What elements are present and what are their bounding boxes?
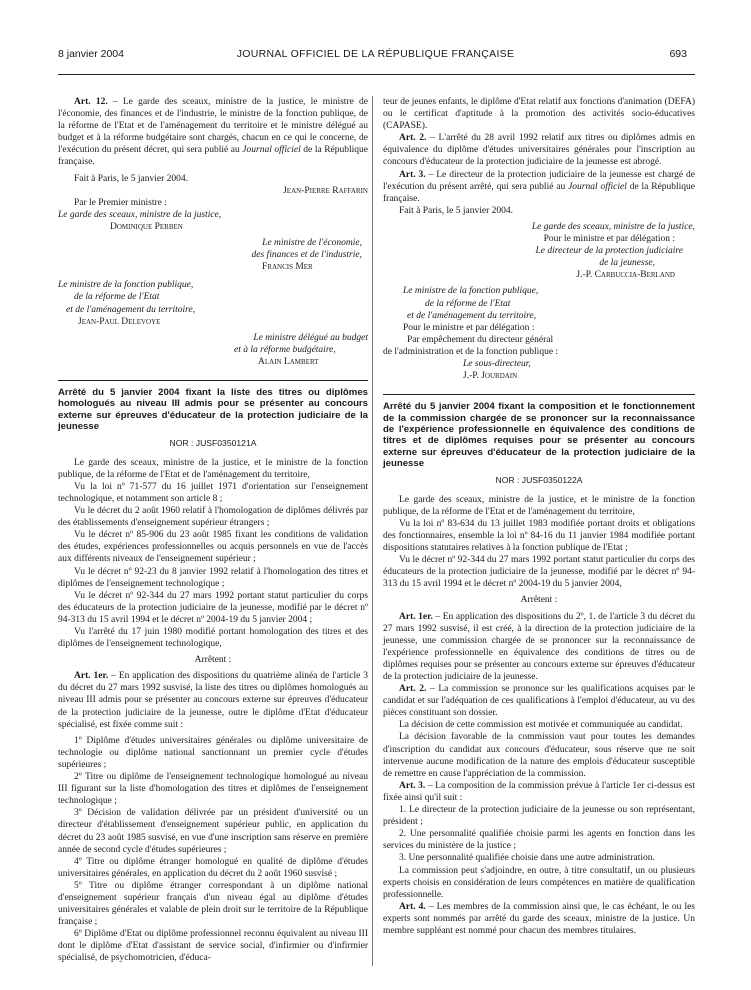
paragraph: La décision favorable de la commission vaut pour toutes les demandes d'inscription du candidat aux concours d'éducateur, sous réserve que ne soit intervenue aucune modification de la nature des emplois d'éducateur susceptible de remettre en cause l'appréciation de la commission. xyxy=(383,732,695,779)
arrete-title: Arrêté du 5 janvier 2004 fixant la liste des titres ou diplômes homologués au niveau III admis pour se présenter au concours externe sur épreuves d'éducateur de la protection judiciaire de la jeunesse xyxy=(58,386,368,433)
article-3: Art. 3. – La composition de la commission prévue à l'article 1er ci-dessus est fixée ainsi qu'il suit : xyxy=(383,780,695,803)
paragraph: Vu l'arrêté du 17 juin 1980 modifié portant homologation des titres et des diplômes de l'enseignement technologique, xyxy=(58,627,368,650)
list-item: 2. Une personnalité qualifiée choisie parmi les agents en fonction dans les services du ministère de la justice ; xyxy=(383,829,695,852)
header-date: 8 janvier 2004 xyxy=(58,48,124,60)
signature-name: Dominique Perben xyxy=(110,221,183,232)
list-item: 2º Titre ou diplôme de l'enseignement technologique homologué au niveau III figurant sur la liste d'homologation des titres et diplômes de l'enseignement technologique ; xyxy=(58,772,368,807)
article-12: Art. 12. – Le garde des sceaux, ministre de la justice, le ministre de l'économie, des finances et de l'industrie, le ministre de la fonction publique, de la réforme de l'Etat et de l'aménagement du territoire et le ministre délégué au budget et à la réforme budgétaire sont chargés, chacun en ce qui le concerne, de l'exécution du présent décret, qui sera publié au Journal officiel de la République française. xyxy=(58,97,369,168)
signature-name: J.-P. Jourdain xyxy=(463,371,518,382)
delegation: Pour le ministre et par délégation : xyxy=(543,234,675,245)
article-2: Art. 2. – La commission se prononce sur les qualifications acquises par le candidat et sur l'adéquation de ces qualifications à l'emploi d'éducateur, au vu des pièces constituant son dossier. xyxy=(383,684,695,719)
signatory-title: de la réforme de l'Etat xyxy=(425,298,511,309)
signatory-title: de la réforme de l'Etat xyxy=(74,292,160,303)
paragraph-continued: teur de jeunes enfants, le diplôme d'Etat relatif aux fonctions d'animation (DEFA) ou le certificat d'aptitude à la promotion des activités socio-éducatives (CAPASE). xyxy=(383,97,695,132)
paragraph: Vu le décret nº 92-344 du 27 mars 1992 portant statut particulier du corps des éducateurs de la protection judiciaire de la jeunesse, modifié par le décret nº 94-313 du 15 avril 1994 et le décret nº 2004-19 du 5 janvier 2004 ; xyxy=(58,590,368,625)
signature-name: Jean-Paul Delevoye xyxy=(78,316,161,327)
column-separator xyxy=(372,96,373,966)
article-label: Art. 3. xyxy=(399,169,426,180)
signature-name: J.-P. Carbuccia-Berland xyxy=(576,270,675,281)
list-item: 3º Décision de validation délivrée par un président d'université ou un directeur d'établissement d'enseignement supérieur public, en application du décret du 23 août 1985 susvisé, en vue d'une inscription sans réserve en première année de second cycle d'études supérieures ; xyxy=(58,808,368,855)
article-label: Art. 2. xyxy=(399,684,427,695)
signatory-title: Le ministre de la fonction publique, xyxy=(58,280,194,291)
right-column xyxy=(383,96,695,937)
article-label: Art. 1er. xyxy=(74,671,109,682)
article-1: Art. 1er. – En application des dispositions du quatrième alinéa de l'article 3 du décret du 27 mars 1992 susvisé, la liste des titres ou diplômes homologués au niveau III admis pour se présenter au concours externe sur épreuves d'éducateur de la protection judiciaire de la jeunesse, outre le diplôme d'Etat d'éducateur spécialisé, est fixée comme suit : xyxy=(58,671,368,730)
signature-name: Francis Mer xyxy=(262,262,313,273)
header-title: JOURNAL OFFICIEL DE LA RÉPUBLIQUE FRANÇAISE xyxy=(236,48,515,60)
paragraph: Vu le décret du 2 août 1960 relatif à l'homologation de diplômes délivrés par des établissements d'enseignement supérieur étrangers ; xyxy=(58,506,368,529)
paragraph: Vu le décret nº 85-906 du 23 août 1985 fixant les conditions de validation des études, expériences professionnelles ou acquis personnels en vue de l'accès aux différents niveaux de l'enseignement supérieur ; xyxy=(58,530,368,565)
nor-reference: NOR : JUSF0350121A xyxy=(169,437,257,448)
article-label: Art. 1er. xyxy=(399,611,433,622)
signatory-title: et de l'aménagement du territoire, xyxy=(66,304,196,315)
article-label: Art. 12. xyxy=(74,97,108,107)
article-2: Art. 2. – L'arrêté du 28 avril 1992 relatif aux titres ou diplômes admis en équivalence du diplôme d'études universitaires générales pour l'inscription au concours d'éducateur de la protection judiciaire de la jeunesse est abrogé. xyxy=(383,133,696,168)
delegation: Pour le ministre et par délégation : xyxy=(403,322,535,333)
paragraph: Vu le décret nº 92-344 du 27 mars 1992 portant statut particulier du corps des éducateurs de la protection judiciaire de la jeunesse, modifié par le décret nº 94-313 du 15 avril 1994 et le décret nº 2004-19 du 5 janvier 2004, xyxy=(383,555,695,590)
signature-name: Alain Lambert xyxy=(258,356,319,367)
article-label: Art. 2. xyxy=(399,133,427,144)
left-column xyxy=(58,96,368,965)
signatory-title: des finances et de l'industrie, xyxy=(251,250,362,261)
arrete-title: Arrêté du 5 janvier 2004 fixant la composition et le fonctionnement de la commission chargée de se prononcer sur la reconnaissance de l'expérience professionnelle en équivalence des conditions de titres et de diplômes requises pour se présenter au concours externe sur épreuves d'éducateur de la protection judiciaire de la jeunesse xyxy=(383,401,695,470)
signatory-title: et à la réforme budgétaire, xyxy=(234,344,336,355)
page-header xyxy=(0,48,751,68)
fait-a-paris: Fait à Paris, le 5 janvier 2004. xyxy=(399,205,513,216)
paragraph: La décision de cette commission est motivée et communiquée au candidat. xyxy=(399,720,683,731)
header-page-number: 693 xyxy=(669,48,687,60)
delegation: Par empêchement du directeur général xyxy=(407,334,554,345)
signatory-title: Le garde des sceaux, ministre de la justice, xyxy=(58,209,222,220)
signatory-title: Le sous-directeur, xyxy=(463,358,531,369)
list-item: 4º Titre ou diplôme étranger homologué en qualité de diplôme d'études universitaires générales, en application du décret du 2 août 1960 susvisé ; xyxy=(58,856,368,879)
signatory-title: et de l'aménagement du territoire, xyxy=(407,310,537,321)
signatory-title: Le ministre délégué au budget xyxy=(253,332,368,343)
paragraph: Vu la loi nº 71-577 du 16 juillet 1971 d'orientation sur l'enseignement technologique, et notamment son article 8 ; xyxy=(58,481,368,504)
paragraph: La commission peut s'adjoindre, en outre, à titre consultatif, un ou plusieurs experts choisis en considération de leurs compétences en matière de qualification professionnelle. xyxy=(383,865,695,900)
signature-name: Jean-Pierre Raffarin xyxy=(283,185,368,196)
list-item: 1º Diplôme d'études universitaires générales ou diplôme universitaire de technologie ou diplôme national sanctionnant un premier cycle d'études supérieures ; xyxy=(58,735,368,770)
paragraph: Vu la loi nº 83-634 du 13 juillet 1983 modifiée portant droits et obligations des fonctionnaires, ensemble la loi nº 84-16 du 11 janvier 1984 modifiée portant dispositions statutaires relatives à la fonction publique de l'Etat ; xyxy=(383,518,695,554)
list-item: 5º Titre ou diplôme étranger correspondant à un diplôme national d'enseignement supérieur français d'un niveau égal au diplôme d'études universitaires générales et valable de plein droit sur le territoire de la République française ; xyxy=(58,880,368,928)
paragraph: Le garde des sceaux, ministre de la justice, et le ministre de la fonction publique, de la réforme de l'Etat et de l'aménagement du territoire, xyxy=(58,457,368,480)
delegation: de l'administration et de la fonction publique : xyxy=(383,346,559,357)
fait-a-paris: Fait à Paris, le 5 janvier 2004. xyxy=(74,173,188,184)
signatory-title: Le ministre de l'économie, xyxy=(262,238,362,249)
signatory-title: Le ministre de la fonction publique, xyxy=(403,286,539,297)
par-premier-ministre: Par le Premier ministre : xyxy=(74,197,167,208)
signatory-title: de la jeunesse, xyxy=(599,258,655,269)
nor-reference: NOR : JUSF0350122A xyxy=(495,474,583,485)
signatory-title: Le directeur de la protection judiciaire xyxy=(535,246,683,257)
article-3: Art. 3. – Le directeur de la protection judiciaire de la jeunesse est chargé de l'exécution du présent arrêté, qui sera publié au Journal officiel de la République française. xyxy=(383,169,695,204)
list-item: 6º Diplôme d'Etat ou diplôme professionnel reconnu équivalent au niveau III dont le diplôme d'Etat d'assistant de service social, d'infirmier ou d'infirmier spécialisé, de psychomotricien, d'éduca- xyxy=(58,929,368,964)
list-item: 3. Une personnalité qualifiée choisie dans une autre administration. xyxy=(399,853,655,864)
paragraph: Vu le décret nº 92-23 du 8 janvier 1992 relatif à l'homologation des titres et diplômes de l'enseignement technologique ; xyxy=(58,566,368,589)
article-4: Art. 4. – Les membres de la commission ainsi que, le cas échéant, le ou les experts sont nommés par arrêté du garde des sceaux, ministre de la justice. Un membre suppléant est nommé pour chacun des membres titulaires. xyxy=(383,901,695,936)
article-1: Art. 1er. – En application des dispositions du 2º, 1. de l'article 3 du décret du 27 mars 1992 susvisé, il est créé, à la direction de la protection judiciaire de la jeunesse, une commission chargée de se prononcer sur la reconnaissance de l'expérience professionnelle en équivalence des conditions de titres ou de diplômes requises pour se présenter au concours externe sur épreuves d'éducateur de la protection judiciaire de la jeunesse. xyxy=(383,611,695,682)
article-label: Art. 3. xyxy=(399,780,426,791)
header-rule xyxy=(58,74,695,75)
paragraph: Le garde des sceaux, ministre de la justice, et le ministre de la fonction publique, de la réforme de l'Etat et de l'aménagement du territoire, xyxy=(383,494,695,517)
arretent: Arrêtent : xyxy=(520,595,558,606)
article-label: Art. 4. xyxy=(399,901,426,912)
signatory-title: Le garde des sceaux, ministre de la justice, xyxy=(531,221,695,232)
arretent: Arrêtent : xyxy=(194,655,232,666)
list-item: 1. Le directeur de la protection judiciaire de la jeunesse ou son représentant, président ; xyxy=(383,805,695,828)
